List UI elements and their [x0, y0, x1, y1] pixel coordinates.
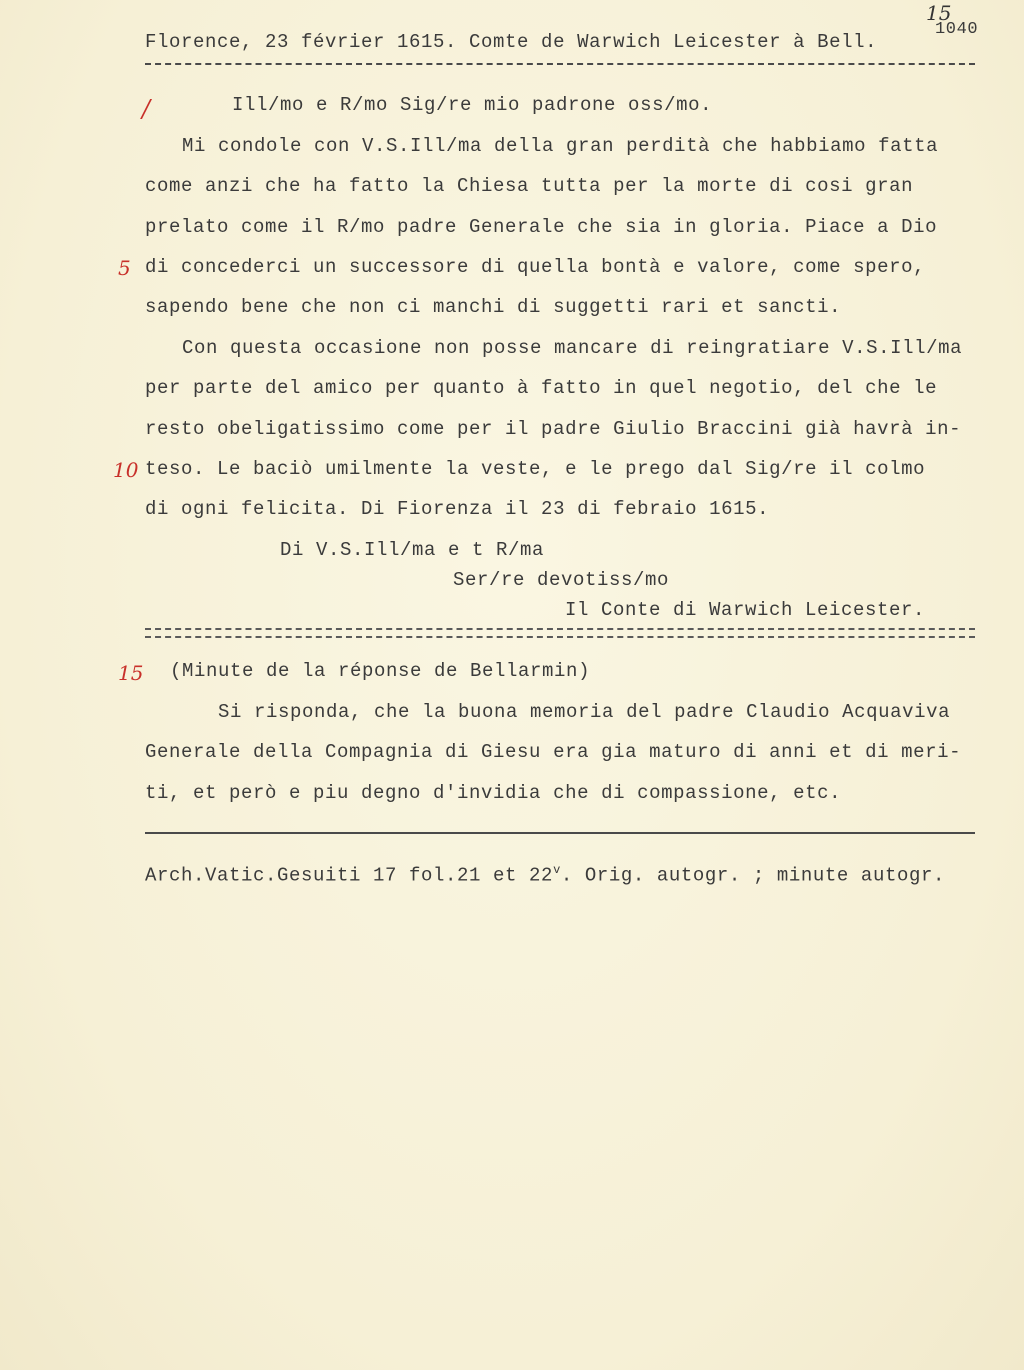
- letter-line-3: prelato come il R/mo padre Generale che sia in gloria. Piace a Dio: [145, 216, 938, 238]
- source-suffix: . Orig. autogr. ; minute autogr.: [560, 864, 945, 887]
- letter-line-4: di concederci un successore di quella bontà e valore, come spero,: [145, 256, 926, 278]
- source-folio-sup: v: [553, 863, 561, 877]
- source-reference: [145, 864, 945, 885]
- letter-line-7: per parte del amico per quanto à fatto in quel negotio, del che le: [145, 377, 938, 399]
- handwritten-page-number: 15: [926, 1, 952, 25]
- margin-number-1: /: [142, 95, 151, 123]
- margin-number-10: 10: [113, 458, 139, 482]
- minute-heading: (Minute de la réponse de Bellarmin): [170, 660, 591, 682]
- letter-line-8: resto obeligatissimo come per il padre Giulio Braccini già havrà in-: [145, 418, 962, 440]
- source-prefix: Arch.Vatic.Gesuiti 17 fol.21 et 22: [145, 864, 554, 887]
- header-title: Florence, 23 février 1615. Comte de Warwich Leicester à Bell.: [145, 31, 878, 53]
- page-number: 1040: [935, 20, 979, 39]
- letter-line-10: di ogni felicita. Di Fiorenza il 23 di febraio 1615.: [145, 498, 770, 520]
- header-rule: [145, 63, 975, 65]
- margin-number-15: 15: [118, 661, 144, 685]
- letter-line-1: Mi condole con V.S.Ill/ma della gran perdità che habbiamo fatta: [182, 135, 939, 157]
- letter-closing-1: Di V.S.Ill/ma e t R/ma: [280, 539, 545, 561]
- minute-line-1: Si risponda, che la buona memoria del padre Claudio Acquaviva: [218, 701, 951, 723]
- minute-line-2: Generale della Compagnia di Giesu era gia maturo di anni et di meri-: [145, 741, 962, 763]
- letter-line-2: come anzi che ha fatto la Chiesa tutta per la morte di cosi gran: [145, 175, 914, 197]
- letter-line-5: sapendo bene che non ci manchi di suggetti rari et sancti.: [145, 296, 842, 318]
- minute-line-3: ti, et però e piu degno d'invidia che di compassione, etc.: [145, 782, 842, 804]
- letter-line-9: teso. Le baciò umilmente la veste, e le prego dal Sig/re il colmo: [145, 458, 926, 480]
- section-divider: [145, 628, 975, 638]
- letter-salutation: Ill/mo e R/mo Sig/re mio padrone oss/mo.: [232, 94, 713, 116]
- margin-number-5: 5: [118, 256, 131, 280]
- footer-rule: [145, 832, 975, 834]
- letter-line-6: Con questa occasione non posse mancare di reingratiare V.S.Ill/ma: [182, 337, 963, 359]
- letter-signature: Il Conte di Warwich Leicester.: [565, 599, 926, 621]
- letter-closing-2: Ser/re devotiss/mo: [453, 569, 670, 591]
